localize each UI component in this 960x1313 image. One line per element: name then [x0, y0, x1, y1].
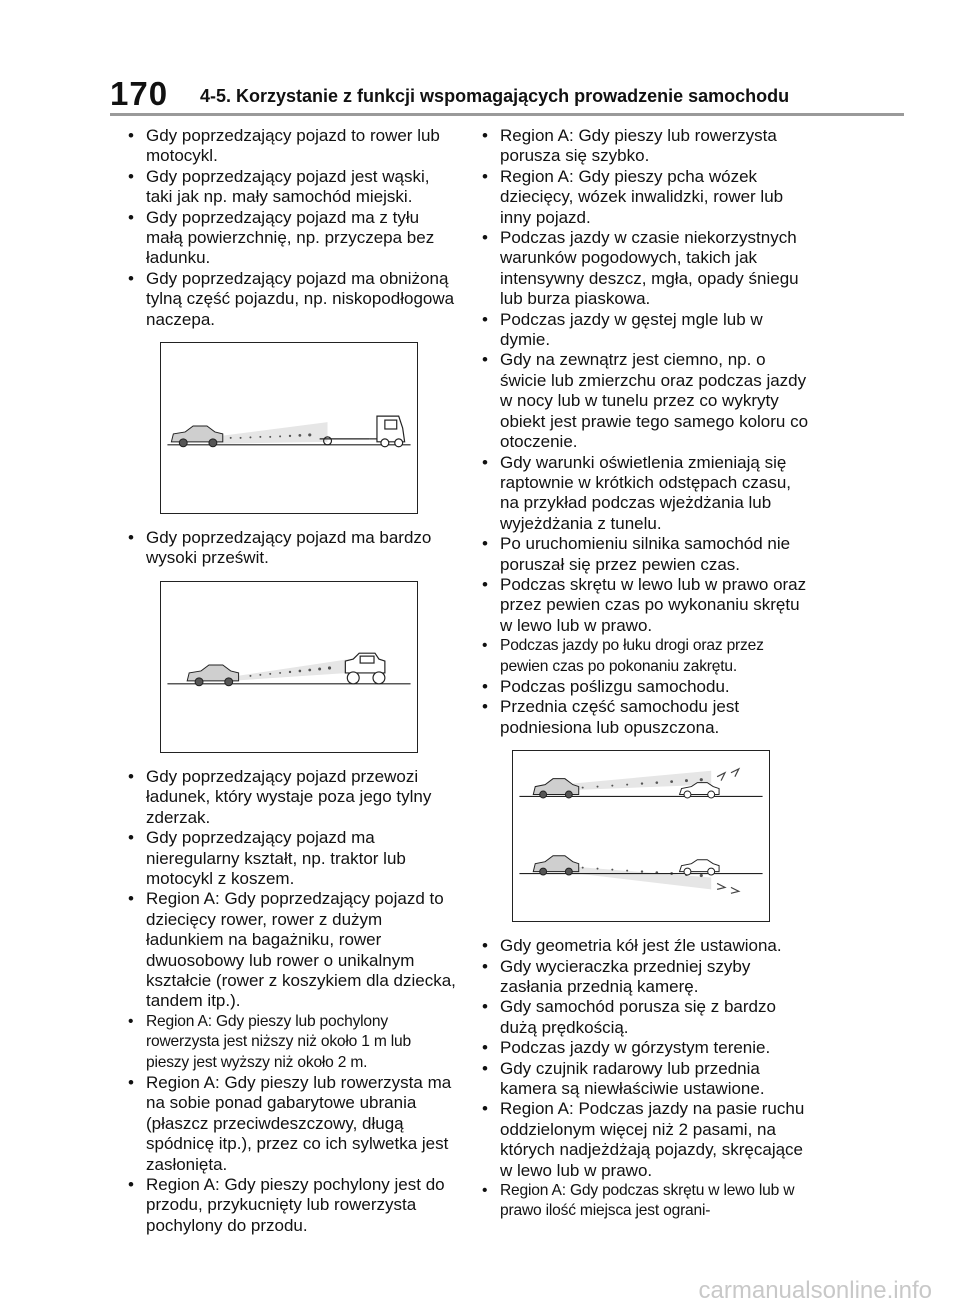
page-header — [0, 0, 960, 118]
list-item: • Podczas jazdy po łuku drogi oraz przez pewien czas po pokonaniu zakrętu. — [480, 636, 810, 677]
section-title: 4-5. Korzystanie z funkcji wspomagających prowadzenie samochodu — [200, 86, 790, 106]
arrow-icon — [717, 884, 739, 894]
left-column — [126, 126, 456, 1236]
list-item: • Region A: Gdy pieszy lub rowerzysta porusza się szybko. — [480, 126, 810, 167]
header-divider — [110, 113, 904, 116]
high-clearance-illustration — [161, 582, 417, 752]
list-item: • Gdy poprzedzający pojazd to rower lub motocykl. — [126, 126, 456, 167]
list-item: • Gdy czujnik radarowy lub przednia kamera są niewłaściwie ustawione. — [480, 1059, 810, 1100]
list-item: • Podczas skrętu w lewo lub w prawo oraz przez pewien czas po wykonaniu skrętu w lewo lub w prawo. — [480, 575, 810, 636]
car-icon — [171, 426, 222, 447]
list-item: • Region A: Podczas jazdy na pasie ruchu oddzielonym więcej niż 2 pasami, na których nadjeżdżają pojazdy, skręcające w lewo lub w prawo. — [480, 1099, 810, 1181]
truck-icon — [377, 416, 405, 447]
right-column — [480, 126, 810, 1222]
car-icon — [533, 779, 578, 798]
car-icon — [533, 856, 578, 875]
list-item: • Gdy samochód porusza się z bardzo dużą prędkością. — [480, 997, 810, 1038]
list-item: • Gdy warunki oświetlenia zmieniają się raptownie w krótkich odstępach czasu, na przykład podczas wjeżdżania lub wyjeżdżania z tunelu. — [480, 453, 810, 535]
figure-high-clearance-illustration — [160, 581, 418, 753]
list-item: • Gdy geometria kół jest źle ustawiona. — [480, 936, 810, 956]
list-item: • Region A: Gdy pieszy lub rowerzysta ma na sobie ponad gabarytowe ubrania (płaszcz przeciwdeszczowy, długą spódnicę itp.), przez co ich sylwetka jest zasłonięta. — [126, 1073, 456, 1175]
list-item: • Podczas jazdy w czasie niekorzystnych warunków pogodowych, takich jak intensywny deszcz, mgła, opady śniegu lub burza piaskowa. — [480, 228, 810, 310]
figure-road-geometry-illustration — [512, 750, 770, 922]
trailer-icon — [320, 437, 377, 445]
radar-beam — [213, 422, 328, 444]
list-item: • Region A: Gdy pieszy pcha wózek dziecięcy, wózek inwalidzki, rower lub inny pojazd. — [480, 167, 810, 228]
car-icon — [680, 860, 720, 875]
list-item: • Gdy poprzedzający pojazd jest wąski, taki jak np. mały samochód miejski. — [126, 167, 456, 208]
radar-beam — [231, 659, 350, 681]
left-list-3 — [126, 767, 456, 1236]
list-item: • Region A: Gdy pieszy lub pochylony rowerzysta jest niższy niż około 1 m lub pieszy jest wyższy niż około 2 m. — [126, 1012, 456, 1073]
list-item: • Gdy wycieraczka przedniej szyby zasłania przednią kamerę. — [480, 957, 810, 998]
right-list-1 — [480, 126, 810, 738]
list-item: • Gdy poprzedzający pojazd ma nieregularny kształt, np. traktor lub motocykl z koszem. — [126, 828, 456, 889]
list-item: • Region A: Gdy pieszy pochylony jest do przodu, przykucnięty lub rowerzysta pochylony do przodu. — [126, 1175, 456, 1236]
list-item: • Przednia część samochodu jest podniesiona lub opuszczona. — [480, 697, 810, 738]
list-item: • Podczas jazdy w gęstej mgle lub w dymie. — [480, 310, 810, 351]
left-list-2 — [126, 528, 456, 569]
arrow-icon — [717, 769, 739, 781]
left-list-1 — [126, 126, 456, 330]
high-clearance-vehicle-icon — [345, 653, 385, 684]
list-item: • Gdy poprzedzający pojazd ma bardzo wysoki prześwit. — [126, 528, 456, 569]
list-item: • Gdy poprzedzający pojazd ma z tyłu małą powierzchnię, np. przyczepa bez ładunku. — [126, 208, 456, 269]
list-item: • Gdy poprzedzający pojazd ma obniżoną tylną część pojazdu, np. niskopodłogowa naczepa. — [126, 269, 456, 330]
list-item: • Podczas jazdy w górzystym terenie. — [480, 1038, 810, 1058]
list-item: • Gdy na zewnątrz jest ciemno, np. o świcie lub zmierzchu oraz podczas jazdy w nocy lub w tunelu przez co wykryty obiekt jest prawie tego samego koloru co otoczenie. — [480, 350, 810, 452]
page-number: 170 — [110, 75, 169, 112]
trailer-illustration — [161, 343, 417, 513]
figure-trailer-illustration — [160, 342, 418, 514]
car-icon — [187, 665, 238, 686]
right-list-2 — [480, 936, 810, 1222]
list-item: • Region A: Gdy podczas skrętu w lewo lub w prawo ilość miejsca jest ograni- — [480, 1181, 810, 1222]
list-item: • Podczas poślizgu samochodu. — [480, 677, 810, 697]
road-geometry-illustration — [513, 751, 769, 921]
watermark: carmanualsonline.info — [698, 1277, 932, 1304]
list-item: • Region A: Gdy poprzedzający pojazd to dziecięcy rower, rower z dużym ładunkiem na bagażniku, rower dwuosobowy lub rower o unikalnym kształcie (rower z koszykiem dla dziecka, tandem itp.). — [126, 889, 456, 1011]
list-item: • Po uruchomieniu silnika samochód nie poruszał się przez pewien czas. — [480, 534, 810, 575]
list-item: • Gdy poprzedzający pojazd przewozi ładunek, który wystaje poza jego tylny zderzak. — [126, 767, 456, 828]
